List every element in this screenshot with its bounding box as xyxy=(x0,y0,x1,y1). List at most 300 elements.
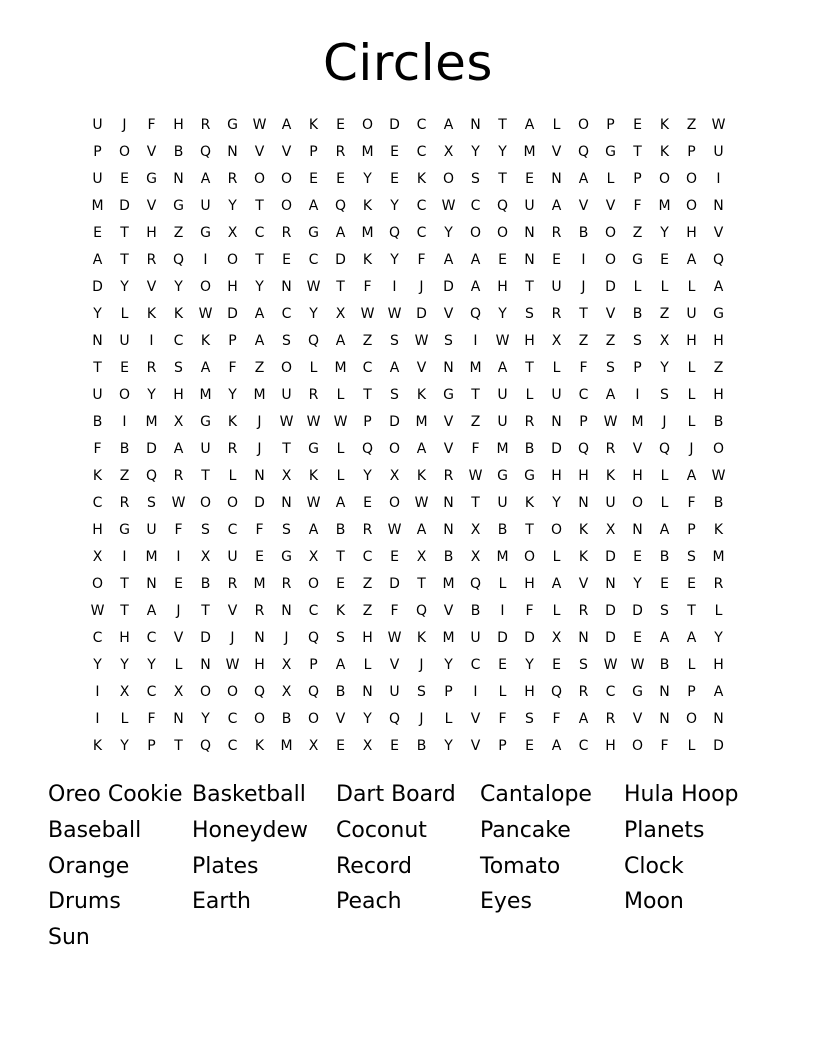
grid-row xyxy=(84,112,732,139)
grid-letter: K xyxy=(308,117,319,133)
grid-letter: G xyxy=(308,441,319,457)
grid-letter: V xyxy=(443,306,454,322)
grid-letter: P xyxy=(498,738,507,754)
grid-letter: A xyxy=(578,171,589,187)
grid-letter: K xyxy=(308,468,319,484)
grid-letter: D xyxy=(497,630,508,646)
grid-letter: C xyxy=(308,603,319,619)
grid-letter: A xyxy=(713,279,724,295)
grid-letter: M xyxy=(496,549,509,565)
grid-letter: D xyxy=(605,279,616,295)
grid-letter: S xyxy=(174,360,183,376)
grid-letter: C xyxy=(605,684,616,700)
grid-letter: J xyxy=(230,630,235,646)
word-list-item: Plates xyxy=(192,853,259,879)
grid-letter: T xyxy=(120,225,129,241)
grid-letter: S xyxy=(525,711,534,727)
grid-letter: G xyxy=(119,522,130,538)
grid-letter: A xyxy=(335,333,346,349)
grid-letter: T xyxy=(579,306,588,322)
grid-letter: E xyxy=(390,144,399,160)
grid-letter: V xyxy=(632,711,643,727)
grid-letter: C xyxy=(578,738,589,754)
grid-letter: O xyxy=(91,576,104,592)
grid-letter: Y xyxy=(633,576,642,592)
grid-letter: T xyxy=(201,603,210,619)
grid-letter: S xyxy=(660,603,669,619)
grid-letter: C xyxy=(416,117,427,133)
grid-letter: Y xyxy=(363,468,372,484)
grid-letter: F xyxy=(660,738,669,754)
grid-letter: N xyxy=(470,117,481,133)
grid-letter: T xyxy=(498,117,507,133)
grid-letter: O xyxy=(361,117,374,133)
grid-row xyxy=(84,139,732,166)
grid-letter: R xyxy=(578,684,589,700)
grid-letter: W xyxy=(306,279,321,295)
grid-letter: X xyxy=(605,522,616,538)
grid-letter: L xyxy=(336,387,345,403)
grid-letter: H xyxy=(173,117,184,133)
grid-letter: D xyxy=(551,441,562,457)
grid-letter: E xyxy=(498,657,507,673)
grid-letter: T xyxy=(525,279,534,295)
grid-letter: O xyxy=(658,171,671,187)
grid-letter: R xyxy=(200,117,211,133)
grid-letter: L xyxy=(687,279,696,295)
grid-letter: U xyxy=(551,387,562,403)
grid-letter: R xyxy=(335,144,346,160)
grid-letter: E xyxy=(174,576,183,592)
grid-letter: U xyxy=(605,495,616,511)
grid-letter: K xyxy=(362,198,373,214)
grid-letter: C xyxy=(362,549,373,565)
grid-letter: W xyxy=(171,495,186,511)
grid-letter: Y xyxy=(660,225,669,241)
grid-letter: E xyxy=(525,738,534,754)
grid-letter: A xyxy=(659,630,670,646)
grid-letter: Z xyxy=(119,468,130,484)
grid-letter: Q xyxy=(334,198,347,214)
grid-letter: V xyxy=(443,414,454,430)
grid-letter: Q xyxy=(145,468,158,484)
grid-letter: K xyxy=(659,144,670,160)
grid-letter: Y xyxy=(309,306,318,322)
grid-letter: O xyxy=(469,225,482,241)
grid-row xyxy=(84,274,732,301)
grid-letter: Z xyxy=(605,333,616,349)
grid-letter: K xyxy=(146,306,157,322)
grid-letter: S xyxy=(660,387,669,403)
grid-letter: N xyxy=(632,522,643,538)
grid-letter: W xyxy=(306,495,321,511)
grid-letter: O xyxy=(226,252,239,268)
grid-letter: O xyxy=(577,117,590,133)
grid-letter: A xyxy=(335,657,346,673)
grid-letter: Y xyxy=(93,306,102,322)
grid-letter: C xyxy=(416,198,427,214)
grid-letter: Y xyxy=(660,360,669,376)
grid-letter: O xyxy=(280,360,293,376)
grid-letter: G xyxy=(632,684,643,700)
grid-letter: Y xyxy=(444,657,453,673)
grid-letter: R xyxy=(551,225,562,241)
grid-letter: M xyxy=(469,360,482,376)
grid-letter: C xyxy=(254,225,265,241)
grid-letter: G xyxy=(308,225,319,241)
grid-letter: I xyxy=(500,603,505,619)
grid-letter: D xyxy=(200,630,211,646)
grid-letter: B xyxy=(335,522,346,538)
grid-letter: R xyxy=(551,306,562,322)
grid-letter: I xyxy=(122,414,127,430)
grid-letter: O xyxy=(253,171,266,187)
grid-letter: S xyxy=(471,171,480,187)
grid-row xyxy=(84,679,732,706)
grid-letter: T xyxy=(120,252,129,268)
grid-letter: R xyxy=(146,252,157,268)
grid-letter: Y xyxy=(552,495,561,511)
grid-letter: R xyxy=(443,468,454,484)
grid-letter: A xyxy=(470,279,481,295)
grid-letter: S xyxy=(633,333,642,349)
grid-letter: N xyxy=(227,144,238,160)
grid-letter: K xyxy=(605,468,616,484)
grid-letter: C xyxy=(173,333,184,349)
grid-letter: B xyxy=(470,603,481,619)
grid-letter: S xyxy=(282,333,291,349)
grid-letter: T xyxy=(255,198,264,214)
grid-letter: O xyxy=(388,495,401,511)
grid-letter: M xyxy=(496,441,509,457)
grid-letter: C xyxy=(470,198,481,214)
grid-letter: W xyxy=(333,414,348,430)
grid-letter: N xyxy=(713,711,724,727)
grid-letter: L xyxy=(660,468,669,484)
grid-letter: X xyxy=(92,549,103,565)
grid-letter: W xyxy=(441,198,456,214)
grid-letter: T xyxy=(201,468,210,484)
grid-letter: M xyxy=(361,144,374,160)
grid-letter: M xyxy=(442,576,455,592)
grid-letter: N xyxy=(92,333,103,349)
grid-letter: E xyxy=(525,171,534,187)
grid-letter: K xyxy=(173,306,184,322)
grid-letter: X xyxy=(281,684,292,700)
grid-letter: G xyxy=(200,414,211,430)
grid-letter: O xyxy=(631,738,644,754)
grid-letter: U xyxy=(92,387,103,403)
grid-letter: N xyxy=(254,630,265,646)
grid-letter: M xyxy=(712,549,725,565)
grid-row xyxy=(84,490,732,517)
grid-letter: U xyxy=(92,171,103,187)
grid-letter: I xyxy=(203,252,208,268)
word-list-item: Cantalope xyxy=(480,782,592,807)
grid-row xyxy=(84,571,732,598)
grid-letter: G xyxy=(173,198,184,214)
grid-letter: S xyxy=(336,630,345,646)
grid-letter: J xyxy=(257,414,262,430)
grid-letter: F xyxy=(525,603,534,619)
grid-letter: A xyxy=(200,360,211,376)
grid-letter: S xyxy=(606,360,615,376)
grid-letter: I xyxy=(122,549,127,565)
word-list-item: Peach xyxy=(336,889,402,915)
grid-letter: Q xyxy=(415,603,428,619)
word-list-item: Honeydew xyxy=(192,817,308,843)
grid-row xyxy=(84,598,732,625)
grid-letter: N xyxy=(173,171,184,187)
grid-letter: A xyxy=(200,171,211,187)
grid-letter: L xyxy=(444,711,453,727)
grid-letter: I xyxy=(149,333,154,349)
grid-letter: P xyxy=(633,360,642,376)
grid-letter: O xyxy=(685,198,698,214)
grid-letter: L xyxy=(606,171,615,187)
grid-letter: Q xyxy=(172,252,185,268)
grid-letter: A xyxy=(686,630,697,646)
grid-letter: T xyxy=(471,495,480,511)
grid-letter: A xyxy=(551,576,562,592)
grid-row xyxy=(84,382,732,409)
grid-letter: X xyxy=(308,738,319,754)
grid-letter: Q xyxy=(496,198,509,214)
grid-letter: A xyxy=(443,117,454,133)
word-list-item: Sun xyxy=(48,925,90,950)
grid-letter: Z xyxy=(686,117,697,133)
grid-letter: L xyxy=(633,279,642,295)
grid-letter: H xyxy=(227,279,238,295)
grid-letter: O xyxy=(685,171,698,187)
grid-letter: Y xyxy=(228,387,237,403)
grid-letter: E xyxy=(309,171,318,187)
grid-letter: T xyxy=(498,171,507,187)
grid-letter: F xyxy=(579,360,588,376)
grid-letter: N xyxy=(173,711,184,727)
grid-letter: H xyxy=(497,279,508,295)
grid-letter: X xyxy=(470,549,481,565)
grid-letter: L xyxy=(228,468,237,484)
grid-letter: Q xyxy=(253,684,266,700)
grid-letter: R xyxy=(227,441,238,457)
grid-letter: L xyxy=(687,360,696,376)
grid-letter: O xyxy=(604,225,617,241)
grid-letter: B xyxy=(281,711,292,727)
grid-letter: A xyxy=(443,252,454,268)
grid-letter: W xyxy=(603,657,618,673)
grid-letter: H xyxy=(362,630,373,646)
grid-letter: L xyxy=(363,657,372,673)
grid-letter: Q xyxy=(307,630,320,646)
grid-letter: T xyxy=(687,603,696,619)
grid-letter: O xyxy=(226,684,239,700)
grid-letter: W xyxy=(387,630,402,646)
grid-letter: J xyxy=(257,441,262,457)
grid-letter: B xyxy=(200,576,211,592)
grid-letter: D xyxy=(227,306,238,322)
grid-letter: O xyxy=(631,495,644,511)
grid-letter: U xyxy=(200,198,211,214)
grid-letter: U xyxy=(119,333,130,349)
grid-letter: F xyxy=(552,711,561,727)
grid-letter: A xyxy=(335,225,346,241)
grid-letter: T xyxy=(255,252,264,268)
grid-letter: D xyxy=(524,630,535,646)
grid-letter: B xyxy=(416,738,427,754)
grid-letter: O xyxy=(226,495,239,511)
grid-letter: R xyxy=(524,414,535,430)
grid-letter: L xyxy=(552,360,561,376)
grid-letter: E xyxy=(93,225,102,241)
grid-letter: U xyxy=(497,495,508,511)
grid-letter: A xyxy=(389,360,400,376)
grid-letter: R xyxy=(308,387,319,403)
word-list-item: Oreo Cookie xyxy=(48,782,183,807)
grid-row xyxy=(84,544,732,571)
grid-letter: L xyxy=(336,441,345,457)
grid-letter: H xyxy=(524,684,535,700)
grid-letter: N xyxy=(659,684,670,700)
grid-letter: V xyxy=(281,144,292,160)
grid-letter: F xyxy=(498,711,507,727)
word-list-item: Moon xyxy=(624,889,684,915)
grid-letter: A xyxy=(686,252,697,268)
grid-letter: O xyxy=(550,522,563,538)
grid-letter: F xyxy=(471,441,480,457)
grid-letter: E xyxy=(552,252,561,268)
grid-letter: P xyxy=(309,144,318,160)
grid-letter: O xyxy=(442,171,455,187)
grid-letter: R xyxy=(119,495,130,511)
grid-letter: T xyxy=(363,387,372,403)
grid-letter: K xyxy=(713,522,724,538)
grid-letter: Y xyxy=(147,387,156,403)
grid-letter: W xyxy=(306,414,321,430)
grid-letter: T xyxy=(282,441,291,457)
grid-letter: O xyxy=(496,225,509,241)
grid-letter: Z xyxy=(362,603,373,619)
grid-letter: F xyxy=(147,117,156,133)
grid-letter: K xyxy=(524,495,535,511)
grid-letter: Y xyxy=(120,738,129,754)
grid-letter: D xyxy=(335,252,346,268)
grid-letter: T xyxy=(120,603,129,619)
grid-letter: F xyxy=(417,252,426,268)
grid-letter: K xyxy=(92,468,103,484)
grid-letter: J xyxy=(581,279,586,295)
grid-letter: E xyxy=(363,495,372,511)
grid-row xyxy=(84,193,732,220)
word-list-item: Baseball xyxy=(48,817,142,843)
word-list-item: Basketball xyxy=(192,782,306,807)
grid-letter: G xyxy=(200,225,211,241)
grid-letter: Z xyxy=(578,333,589,349)
word-list-item: Hula Hoop xyxy=(624,782,739,807)
grid-letter: D xyxy=(605,630,616,646)
grid-letter: N xyxy=(281,279,292,295)
grid-letter: Y xyxy=(444,738,453,754)
grid-letter: S xyxy=(390,387,399,403)
grid-letter: T xyxy=(174,738,183,754)
grid-letter: B xyxy=(497,522,508,538)
grid-letter: W xyxy=(387,306,402,322)
grid-letter: L xyxy=(120,711,129,727)
grid-letter: U xyxy=(497,414,508,430)
grid-letter: Y xyxy=(120,279,129,295)
grid-letter: J xyxy=(419,657,424,673)
grid-letter: C xyxy=(578,387,589,403)
grid-letter: E xyxy=(120,360,129,376)
grid-letter: P xyxy=(444,684,453,700)
grid-letter: X xyxy=(362,738,373,754)
grid-letter: R xyxy=(227,171,238,187)
grid-letter: V xyxy=(146,144,157,160)
grid-letter: K xyxy=(578,522,589,538)
grid-letter: P xyxy=(633,171,642,187)
grid-letter: C xyxy=(308,252,319,268)
grid-letter: X xyxy=(551,630,562,646)
grid-letter: T xyxy=(120,576,129,592)
grid-letter: R xyxy=(281,225,292,241)
grid-letter: R xyxy=(578,603,589,619)
grid-letter: J xyxy=(176,603,181,619)
grid-letter: C xyxy=(146,630,157,646)
grid-letter: T xyxy=(336,549,345,565)
grid-letter: N xyxy=(254,468,265,484)
grid-letter: N xyxy=(362,684,373,700)
grid-letter: Y xyxy=(147,657,156,673)
grid-letter: W xyxy=(198,306,213,322)
grid-letter: L xyxy=(174,657,183,673)
grid-row xyxy=(84,517,732,544)
grid-row xyxy=(84,436,732,463)
grid-letter: N xyxy=(551,414,562,430)
grid-row xyxy=(84,463,732,490)
grid-letter: L xyxy=(552,603,561,619)
grid-letter: W xyxy=(279,414,294,430)
grid-letter: D xyxy=(389,414,400,430)
grid-letter: W xyxy=(252,117,267,133)
grid-letter: E xyxy=(336,171,345,187)
grid-letter: E xyxy=(336,576,345,592)
grid-letter: M xyxy=(253,576,266,592)
grid-letter: D xyxy=(605,549,616,565)
grid-letter: E xyxy=(255,549,264,565)
grid-letter: X xyxy=(173,684,184,700)
grid-letter: E xyxy=(120,171,129,187)
grid-letter: R xyxy=(281,576,292,592)
grid-letter: L xyxy=(525,387,534,403)
grid-letter: A xyxy=(551,738,562,754)
grid-letter: V xyxy=(713,225,724,241)
grid-letter: X xyxy=(416,549,427,565)
grid-letter: M xyxy=(145,549,158,565)
grid-letter: U xyxy=(227,549,238,565)
grid-letter: U xyxy=(146,522,157,538)
grid-letter: Z xyxy=(659,306,670,322)
grid-letter: I xyxy=(716,171,721,187)
grid-letter: W xyxy=(468,468,483,484)
grid-letter: F xyxy=(255,522,264,538)
grid-row xyxy=(84,220,732,247)
word-list-item: Tomato xyxy=(480,853,561,879)
grid-letter: G xyxy=(227,117,238,133)
grid-letter: Z xyxy=(632,225,643,241)
grid-letter: V xyxy=(146,279,157,295)
grid-letter: C xyxy=(470,657,481,673)
grid-letter: V xyxy=(605,306,616,322)
